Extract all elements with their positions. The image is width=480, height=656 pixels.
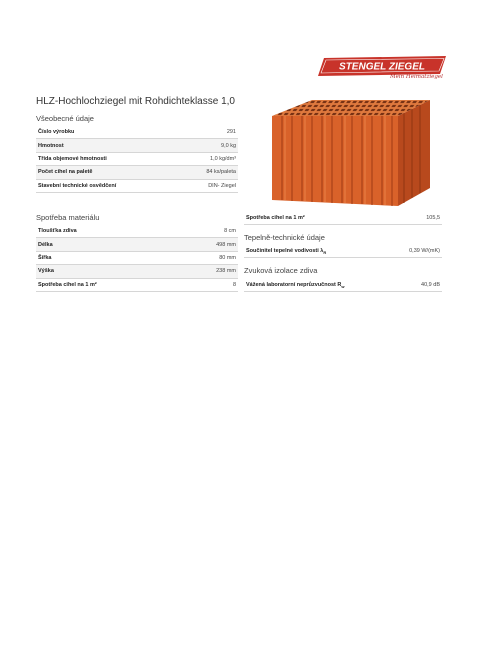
row-value: 238 mm bbox=[182, 265, 238, 278]
row-label bbox=[244, 279, 406, 292]
row-value: DIN- Ziegel bbox=[179, 179, 238, 192]
row-value: 8 bbox=[182, 278, 238, 291]
product-image bbox=[254, 96, 430, 208]
row-label: Výška bbox=[36, 265, 182, 278]
row-label: Šířka bbox=[36, 251, 182, 264]
section-title-thermal: Tepelně-technické údaje bbox=[244, 233, 325, 242]
row-value: 8 cm bbox=[182, 225, 238, 238]
table-row bbox=[36, 126, 238, 139]
logo-text: STENGEL ZIEGEL bbox=[339, 61, 425, 73]
row-label bbox=[244, 245, 384, 258]
table-row bbox=[36, 251, 238, 264]
table-row bbox=[36, 179, 238, 192]
row-value: 291 bbox=[179, 126, 238, 139]
section-title-general: Všeobecné údaje bbox=[36, 114, 94, 123]
page-title: HLZ-Hochlochziegel mit Rohdichteklasse 1,0 bbox=[36, 96, 235, 107]
acoustic-table bbox=[244, 279, 442, 292]
table-row bbox=[36, 238, 238, 251]
table-row bbox=[244, 279, 442, 292]
table-row bbox=[36, 278, 238, 291]
row-value: 0,39 W/(mK) bbox=[384, 245, 442, 258]
acoustic-label-subscript: w bbox=[341, 283, 345, 289]
table-row bbox=[36, 166, 238, 179]
thermal-table bbox=[244, 245, 442, 258]
row-label: Spotřeba cihel na 1 m² bbox=[244, 212, 398, 225]
logo-banner-icon bbox=[318, 56, 446, 76]
thermal-label-subscript: R bbox=[323, 249, 327, 255]
table-row bbox=[244, 212, 442, 225]
table-row bbox=[36, 265, 238, 278]
row-value: 9,0 kg bbox=[179, 139, 238, 152]
row-value: 1,0 kg/dm³ bbox=[179, 152, 238, 165]
row-value: 498 mm bbox=[182, 238, 238, 251]
row-label: Tloušťka zdiva bbox=[36, 225, 182, 238]
section-title-consumption: Spotřeba materiálu bbox=[36, 213, 100, 222]
table-row bbox=[36, 139, 238, 152]
row-label: Počet cihel na paletě bbox=[36, 166, 179, 179]
thermal-label: Součinitel tepelné vodivosti λ bbox=[246, 247, 324, 254]
row-value: 105,5 bbox=[398, 212, 442, 225]
table-row bbox=[244, 245, 442, 258]
brick-icon bbox=[254, 96, 430, 208]
row-label: Stavební technické osvědčení bbox=[36, 179, 179, 192]
row-label: Hmotnost bbox=[36, 139, 179, 152]
row-label: Třída objemové hmotnosti bbox=[36, 152, 179, 165]
row-value: 84 ks/paleta bbox=[179, 166, 238, 179]
row-value: 80 mm bbox=[182, 251, 238, 264]
table-row bbox=[36, 152, 238, 165]
row-label: Délka bbox=[36, 238, 182, 251]
row-label: Spotřeba cihel na 1 m² bbox=[36, 278, 182, 291]
right-consumption-table bbox=[244, 212, 442, 225]
row-label: Číslo výrobku bbox=[36, 126, 179, 139]
acoustic-label: Vážená laboratorní neprůzvučnost R bbox=[246, 281, 342, 288]
general-table bbox=[36, 126, 238, 193]
section-title-acoustic: Zvuková izolace zdiva bbox=[244, 266, 318, 275]
logo-tagline: Mein Heimatziegel bbox=[390, 74, 443, 80]
row-value: 40,9 dB bbox=[406, 279, 442, 292]
table-row bbox=[36, 225, 238, 238]
consumption-table bbox=[36, 225, 238, 292]
